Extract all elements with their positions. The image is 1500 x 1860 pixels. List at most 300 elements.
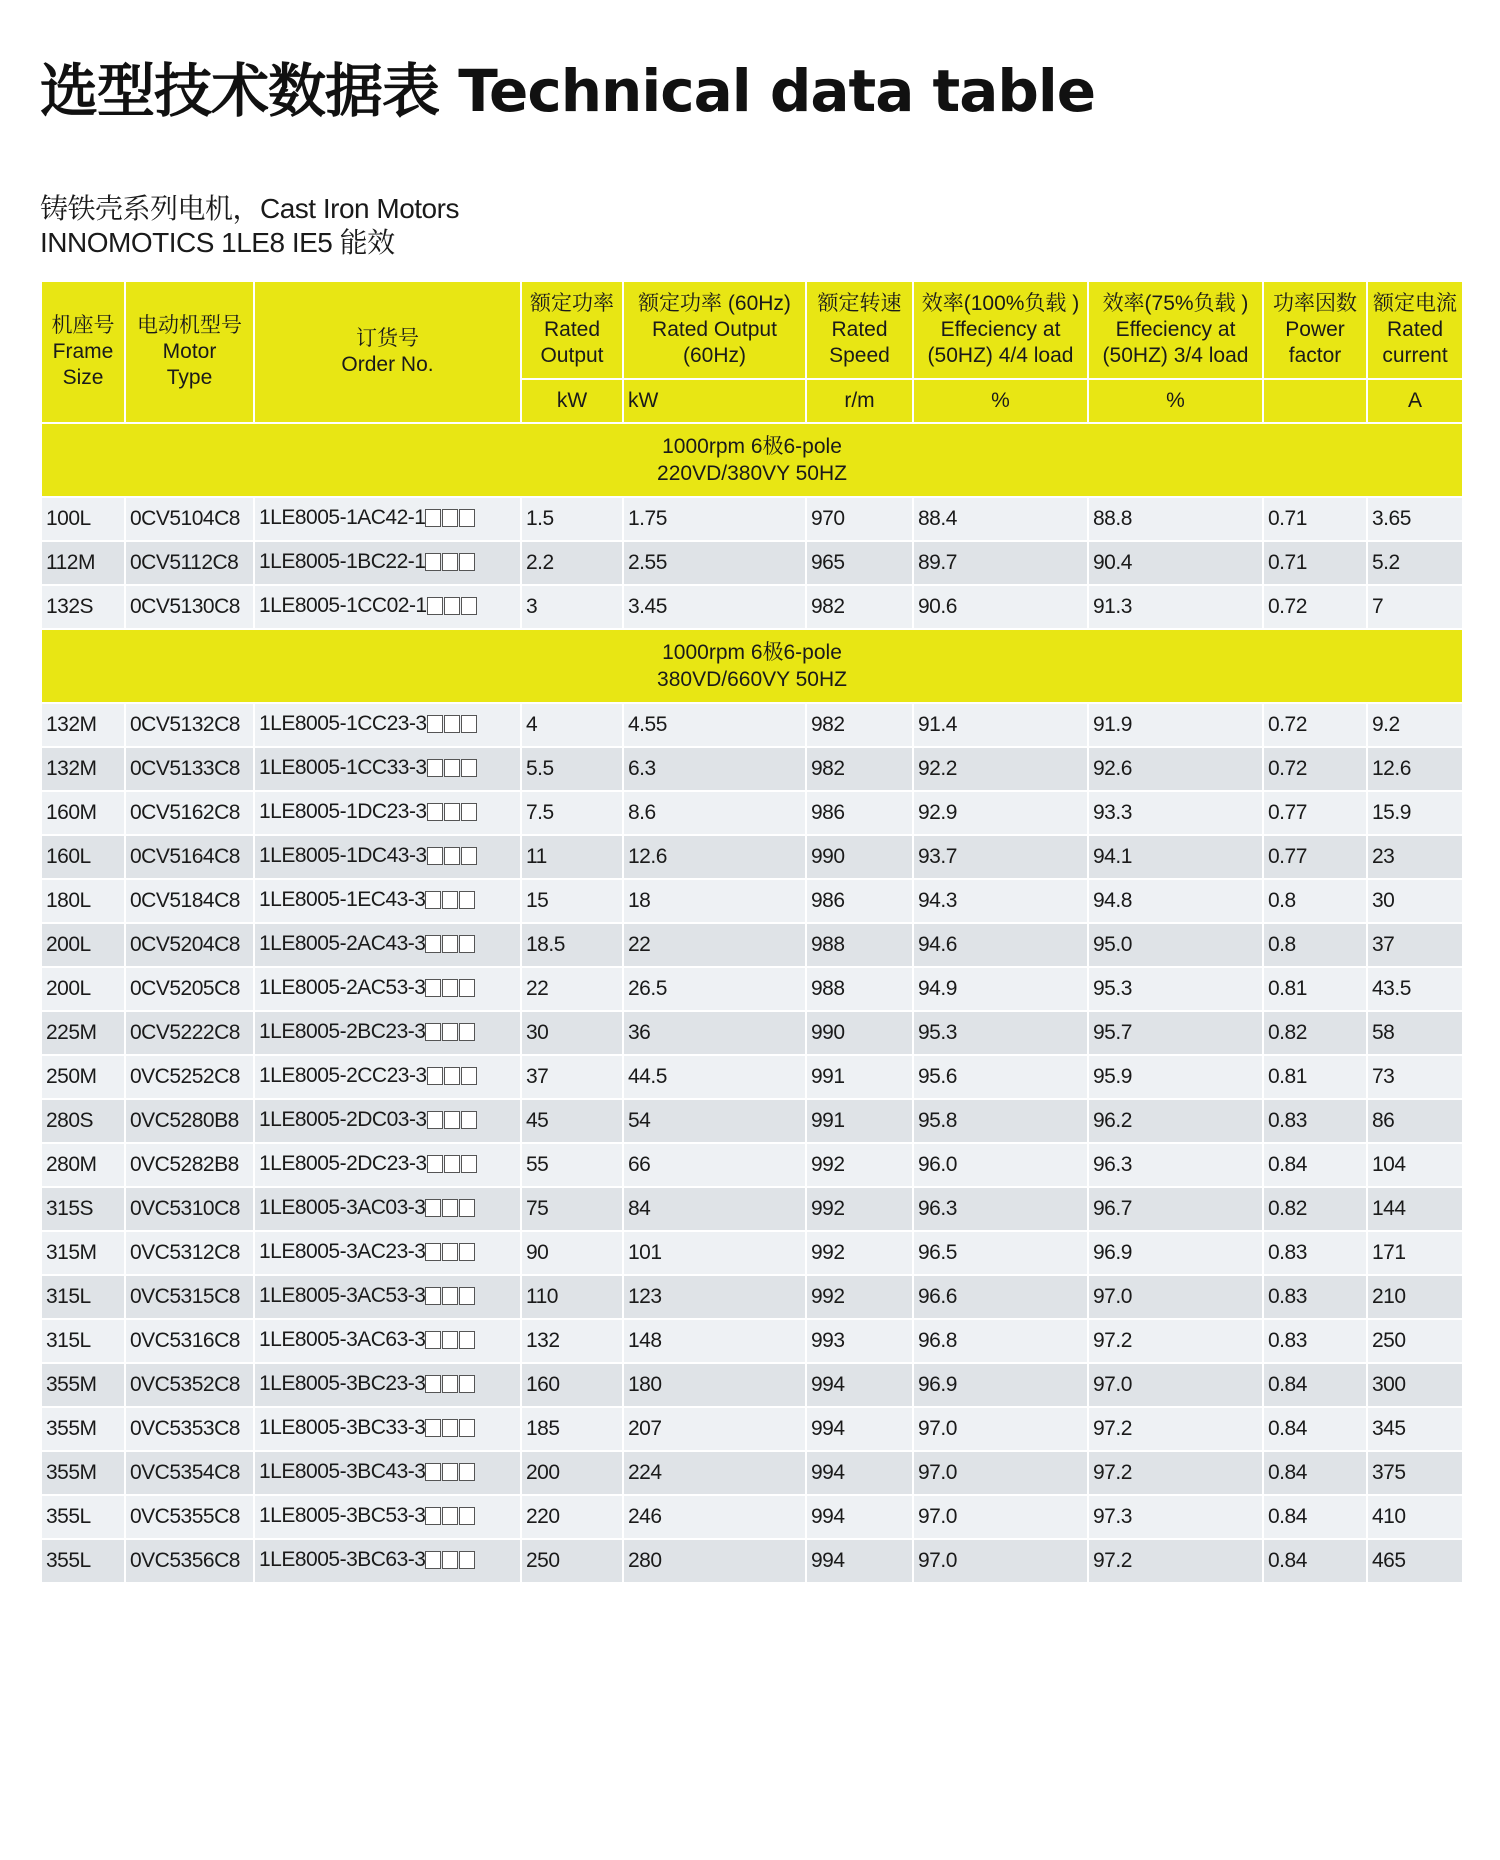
section-line1: 1000rpm 6极6-pole: [662, 435, 842, 458]
cell-value: 36: [628, 1021, 651, 1044]
cell-value: 54: [628, 1109, 651, 1132]
cell-power-factor: [1263, 1275, 1367, 1319]
cell-motor-type: [125, 835, 254, 879]
cell-frame-size: [41, 1099, 125, 1143]
cell-value: 91.3: [1093, 595, 1132, 618]
table-row: [41, 835, 1463, 879]
empty-box-icon: [461, 803, 477, 821]
order-option-boxes: [425, 1023, 476, 1047]
cell-value: 986: [811, 801, 845, 824]
cell-efficiency-100: [913, 1275, 1088, 1319]
cell-value: 0CV5222C8: [130, 1021, 240, 1044]
cell-efficiency-100: [913, 1055, 1088, 1099]
cell-value: 0CV5164C8: [130, 845, 240, 868]
cell-value: 0.8: [1268, 889, 1296, 912]
cell-rated-current: [1367, 703, 1463, 747]
empty-box-icon: [442, 1463, 458, 1481]
empty-box-icon: [442, 1331, 458, 1349]
cell-rated-current: [1367, 1231, 1463, 1275]
cell-order-no: [254, 1495, 521, 1539]
cell-efficiency-75: [1088, 1451, 1263, 1495]
section-line1: 1000rpm 6极6-pole: [662, 641, 842, 664]
table-row: [41, 1231, 1463, 1275]
cell-value: 994: [811, 1505, 845, 1528]
cell-motor-type: [125, 1011, 254, 1055]
cell-order-no: [254, 1539, 521, 1583]
cell-value: 3.45: [628, 595, 667, 618]
order-option-boxes: [427, 715, 478, 739]
cell-efficiency-100: [913, 791, 1088, 835]
empty-box-icon: [444, 847, 460, 865]
cell-order-no: [254, 791, 521, 835]
cell-value: 86: [1372, 1109, 1395, 1132]
cell-efficiency-75: [1088, 879, 1263, 923]
cell-efficiency-100: [913, 1451, 1088, 1495]
cell-frame-size: [41, 1011, 125, 1055]
order-option-boxes: [425, 935, 476, 959]
cell-value: 0VC5316C8: [130, 1329, 240, 1352]
cell-value: 0VC5310C8: [130, 1197, 240, 1220]
cell-rated-speed: [806, 1363, 913, 1407]
cell-value: 250: [526, 1549, 560, 1572]
cell-value: 0VC5355C8: [130, 1505, 240, 1528]
column-header-en1: Effeciency at: [940, 318, 1061, 341]
cell-value: 4.55: [628, 713, 667, 736]
order-option-boxes: [427, 597, 478, 621]
cell-motor-type: [125, 1143, 254, 1187]
cell-value: 95.0: [1093, 933, 1132, 956]
table-row: [41, 923, 1463, 967]
cell-value: 0.8: [1268, 933, 1296, 956]
cell-value: 97.0: [918, 1461, 957, 1484]
cell-order-no: [254, 497, 521, 541]
cell-value: 0VC5315C8: [130, 1285, 240, 1308]
cell-value: 1LE8005-3BC33-3: [259, 1415, 426, 1439]
cell-value: 315M: [46, 1241, 97, 1264]
cell-motor-type: [125, 1099, 254, 1143]
cell-rated-output-60hz: [623, 967, 806, 1011]
cell-efficiency-100: [913, 1011, 1088, 1055]
cell-value: 148: [628, 1329, 662, 1352]
cell-order-no: [254, 835, 521, 879]
cell-efficiency-100: [913, 1187, 1088, 1231]
cell-power-factor: [1263, 791, 1367, 835]
cell-efficiency-75: [1088, 835, 1263, 879]
cell-rated-speed: [806, 1099, 913, 1143]
cell-value: 992: [811, 1241, 845, 1264]
cell-value: 94.1: [1093, 845, 1132, 868]
cell-efficiency-100: [913, 585, 1088, 629]
cell-value: 90: [526, 1241, 549, 1264]
cell-frame-size: [41, 923, 125, 967]
empty-box-icon: [459, 1375, 475, 1393]
cell-efficiency-100: [913, 923, 1088, 967]
cell-rated-output-60hz: [623, 1143, 806, 1187]
empty-box-icon: [444, 759, 460, 777]
header-row: [41, 281, 1463, 379]
empty-box-icon: [461, 597, 477, 615]
table-row: [41, 1099, 1463, 1143]
empty-box-icon: [427, 803, 443, 821]
table-row: [41, 1451, 1463, 1495]
cell-value: 88.4: [918, 507, 957, 530]
cell-rated-current: [1367, 923, 1463, 967]
cell-rated-current: [1367, 1055, 1463, 1099]
cell-efficiency-100: [913, 1539, 1088, 1583]
column-header-rated-output-60hz: [623, 281, 806, 379]
cell-frame-size: [41, 585, 125, 629]
cell-rated-current: [1367, 1451, 1463, 1495]
column-header-rated-output: [521, 281, 623, 379]
cell-order-no: [254, 1143, 521, 1187]
cell-value: 988: [811, 977, 845, 1000]
cell-order-no: [254, 1011, 521, 1055]
cell-power-factor: [1263, 541, 1367, 585]
cell-order-no: [254, 585, 521, 629]
cell-value: 315S: [46, 1197, 94, 1220]
empty-box-icon: [425, 891, 441, 909]
column-header-zh: 额定功率: [530, 292, 614, 315]
table-row: [41, 967, 1463, 1011]
cell-value: 144: [1372, 1197, 1406, 1220]
cell-order-no: [254, 879, 521, 923]
cell-rated-current: [1367, 541, 1463, 585]
cell-rated-output-60hz: [623, 1055, 806, 1099]
cell-efficiency-75: [1088, 1407, 1263, 1451]
empty-box-icon: [442, 1507, 458, 1525]
cell-value: 994: [811, 1417, 845, 1440]
cell-motor-type: [125, 791, 254, 835]
cell-frame-size: [41, 879, 125, 923]
empty-box-icon: [425, 1287, 441, 1305]
cell-rated-current: [1367, 835, 1463, 879]
cell-value: 18: [628, 889, 651, 912]
cell-efficiency-75: [1088, 1495, 1263, 1539]
cell-rated-output: [521, 1539, 623, 1583]
cell-rated-current: [1367, 1363, 1463, 1407]
cell-value: 96.8: [918, 1329, 957, 1352]
cell-rated-output-60hz: [623, 1495, 806, 1539]
cell-value: 96.6: [918, 1285, 957, 1308]
order-option-boxes: [425, 509, 476, 533]
cell-value: 0.83: [1268, 1241, 1307, 1264]
cell-power-factor: [1263, 1187, 1367, 1231]
cell-value: 23: [1372, 845, 1395, 868]
order-option-boxes: [425, 1331, 476, 1355]
cell-value: 95.3: [1093, 977, 1132, 1000]
cell-rated-current: [1367, 1495, 1463, 1539]
cell-value: 180L: [46, 889, 91, 912]
section-line2: 380VD/660VY 50HZ: [657, 668, 847, 691]
cell-value: 410: [1372, 1505, 1406, 1528]
cell-value: 4: [526, 713, 538, 736]
cell-efficiency-75: [1088, 747, 1263, 791]
cell-value: 200L: [46, 977, 91, 1000]
cell-value: 1LE8005-2CC23-3: [259, 1063, 427, 1087]
cell-value: 30: [526, 1021, 549, 1044]
cell-value: 97.0: [1093, 1285, 1132, 1308]
cell-order-no: [254, 1099, 521, 1143]
cell-rated-output: [521, 703, 623, 747]
empty-box-icon: [459, 1023, 475, 1041]
cell-value: 43.5: [1372, 977, 1411, 1000]
cell-order-no: [254, 1275, 521, 1319]
column-header-efficiency-100: [913, 281, 1088, 379]
column-header-en1: Rated: [831, 318, 888, 341]
column-header-zh: 功率因数: [1273, 292, 1357, 315]
cell-efficiency-75: [1088, 1011, 1263, 1055]
cell-rated-output-60hz: [623, 1011, 806, 1055]
cell-rated-output-60hz: [623, 541, 806, 585]
cell-value: 95.6: [918, 1065, 957, 1088]
cell-value: 66: [628, 1153, 651, 1176]
cell-value: 0VC5252C8: [130, 1065, 240, 1088]
cell-efficiency-100: [913, 1407, 1088, 1451]
cell-efficiency-75: [1088, 1363, 1263, 1407]
empty-box-icon: [459, 1331, 475, 1349]
cell-order-no: [254, 1363, 521, 1407]
order-option-boxes: [425, 1375, 476, 1399]
cell-frame-size: [41, 967, 125, 1011]
table-body: [41, 423, 1463, 1583]
cell-motor-type: [125, 541, 254, 585]
cell-value: 94.6: [918, 933, 957, 956]
cell-value: 95.9: [1093, 1065, 1132, 1088]
cell-power-factor: [1263, 1099, 1367, 1143]
empty-box-icon: [459, 891, 475, 909]
table-row: [41, 497, 1463, 541]
cell-efficiency-100: [913, 835, 1088, 879]
column-header-zh: 机座号: [51, 314, 115, 337]
empty-box-icon: [459, 935, 475, 953]
cell-value: 1LE8005-1CC23-3: [259, 711, 427, 735]
cell-rated-current: [1367, 1011, 1463, 1055]
cell-rated-output-60hz: [623, 703, 806, 747]
empty-box-icon: [444, 1111, 460, 1129]
empty-box-icon: [461, 715, 477, 733]
cell-frame-size: [41, 1407, 125, 1451]
empty-box-icon: [425, 1243, 441, 1261]
cell-value: 96.9: [918, 1373, 957, 1396]
cell-value: 355L: [46, 1549, 91, 1572]
cell-efficiency-100: [913, 1363, 1088, 1407]
cell-efficiency-100: [913, 1231, 1088, 1275]
cell-frame-size: [41, 1143, 125, 1187]
empty-box-icon: [427, 847, 443, 865]
cell-frame-size: [41, 1275, 125, 1319]
cell-value: 0VC5280B8: [130, 1109, 239, 1132]
cell-value: 1LE8005-2DC23-3: [259, 1151, 427, 1175]
cell-value: 0CV5104C8: [130, 507, 240, 530]
cell-value: 12.6: [1372, 757, 1411, 780]
cell-value: 0VC5354C8: [130, 1461, 240, 1484]
cell-value: 97.0: [918, 1549, 957, 1572]
cell-value: 991: [811, 1065, 845, 1088]
cell-value: 132M: [46, 713, 97, 736]
cell-value: 97.2: [1093, 1461, 1132, 1484]
empty-box-icon: [459, 1243, 475, 1261]
order-option-boxes: [425, 979, 476, 1003]
cell-value: 992: [811, 1197, 845, 1220]
empty-box-icon: [444, 597, 460, 615]
cell-order-no: [254, 1231, 521, 1275]
cell-rated-output-60hz: [623, 835, 806, 879]
cell-value: 97.0: [918, 1417, 957, 1440]
cell-rated-output: [521, 923, 623, 967]
cell-rated-output-60hz: [623, 879, 806, 923]
cell-value: 0.84: [1268, 1461, 1307, 1484]
empty-box-icon: [461, 759, 477, 777]
cell-frame-size: [41, 835, 125, 879]
table-row: [41, 1055, 1463, 1099]
cell-rated-output: [521, 1407, 623, 1451]
cell-rated-output: [521, 1275, 623, 1319]
cell-efficiency-75: [1088, 585, 1263, 629]
cell-order-no: [254, 967, 521, 1011]
cell-efficiency-75: [1088, 1099, 1263, 1143]
cell-value: 1.75: [628, 507, 667, 530]
cell-value: 37: [1372, 933, 1395, 956]
column-header-order-no: [254, 281, 521, 423]
column-header-en2: (50HZ) 3/4 load: [1102, 344, 1249, 367]
cell-efficiency-75: [1088, 967, 1263, 1011]
column-header-en2: Speed: [829, 344, 890, 367]
table-row: [41, 1539, 1463, 1583]
cell-motor-type: [125, 1495, 254, 1539]
cell-value: 1LE8005-1CC02-1: [259, 593, 427, 617]
cell-frame-size: [41, 1231, 125, 1275]
table-row: [41, 879, 1463, 923]
cell-power-factor: [1263, 835, 1367, 879]
cell-rated-output: [521, 835, 623, 879]
cell-rated-output-60hz: [623, 1187, 806, 1231]
cell-value: 0.77: [1268, 845, 1307, 868]
cell-value: 982: [811, 757, 845, 780]
technical-data-table: [40, 280, 1464, 1584]
empty-box-icon: [425, 935, 441, 953]
column-header-en1: Rated: [1386, 318, 1444, 341]
empty-box-icon: [442, 553, 458, 571]
cell-value: 55: [526, 1153, 549, 1176]
cell-value: 22: [526, 977, 549, 1000]
cell-rated-current: [1367, 1099, 1463, 1143]
cell-rated-output: [521, 879, 623, 923]
order-option-boxes: [425, 553, 476, 577]
empty-box-icon: [425, 1199, 441, 1217]
cell-value: 88.8: [1093, 507, 1132, 530]
cell-value: 91.9: [1093, 713, 1132, 736]
cell-value: 246: [628, 1505, 662, 1528]
order-option-boxes: [425, 1551, 476, 1575]
cell-value: 970: [811, 507, 845, 530]
empty-box-icon: [425, 1551, 441, 1569]
empty-box-icon: [427, 1155, 443, 1173]
cell-rated-output: [521, 1495, 623, 1539]
cell-efficiency-75: [1088, 1231, 1263, 1275]
cell-rated-speed: [806, 541, 913, 585]
cell-value: 0.83: [1268, 1285, 1307, 1308]
cell-value: 0.84: [1268, 1153, 1307, 1176]
table-row: [41, 1319, 1463, 1363]
cell-rated-current: [1367, 585, 1463, 629]
empty-box-icon: [459, 1419, 475, 1437]
cell-efficiency-100: [913, 967, 1088, 1011]
cell-value: 0VC5353C8: [130, 1417, 240, 1440]
empty-box-icon: [459, 1199, 475, 1217]
section-title: [41, 629, 1463, 703]
order-option-boxes: [425, 1419, 476, 1443]
cell-value: 26.5: [628, 977, 667, 1000]
cell-value: 18.5: [526, 933, 565, 956]
cell-order-no: [254, 1451, 521, 1495]
cell-value: 0.71: [1268, 551, 1307, 574]
column-header-en1: Effeciency at: [1115, 318, 1236, 341]
unit-rated-output: kW: [521, 379, 623, 423]
cell-value: 0.82: [1268, 1197, 1307, 1220]
unit-rated-speed: r/m: [806, 379, 913, 423]
cell-rated-output: [521, 541, 623, 585]
cell-power-factor: [1263, 1231, 1367, 1275]
cell-value: 73: [1372, 1065, 1395, 1088]
cell-value: 280: [628, 1549, 662, 1572]
cell-rated-output-60hz: [623, 747, 806, 791]
column-header-en1: Rated Output: [652, 318, 777, 341]
cell-value: 355M: [46, 1373, 97, 1396]
cell-value: 96.0: [918, 1153, 957, 1176]
empty-box-icon: [425, 979, 441, 997]
column-header-power-factor: [1263, 281, 1367, 379]
cell-value: 300: [1372, 1373, 1406, 1396]
cell-value: 15: [526, 889, 549, 912]
cell-order-no: [254, 1319, 521, 1363]
empty-box-icon: [425, 1331, 441, 1349]
column-header-en1: Power: [1285, 318, 1345, 341]
cell-value: 1LE8005-3AC23-3: [259, 1239, 426, 1263]
order-option-boxes: [427, 1067, 478, 1091]
table-header: [41, 281, 1463, 423]
cell-value: 315L: [46, 1329, 91, 1352]
empty-box-icon: [425, 509, 441, 527]
cell-rated-speed: [806, 1011, 913, 1055]
cell-value: 982: [811, 595, 845, 618]
cell-rated-output-60hz: [623, 923, 806, 967]
cell-power-factor: [1263, 967, 1367, 1011]
cell-rated-speed: [806, 1407, 913, 1451]
cell-value: 0.77: [1268, 801, 1307, 824]
cell-value: 0.84: [1268, 1505, 1307, 1528]
cell-power-factor: [1263, 1143, 1367, 1187]
cell-power-factor: [1263, 1055, 1367, 1099]
cell-efficiency-75: [1088, 1539, 1263, 1583]
column-header-efficiency-75: [1088, 281, 1263, 379]
column-header-en1: Rated: [543, 318, 601, 341]
cell-rated-speed: [806, 1055, 913, 1099]
cell-value: 1LE8005-1DC23-3: [259, 799, 427, 823]
cell-value: 1LE8005-2AC53-3: [259, 975, 426, 999]
empty-box-icon: [442, 1199, 458, 1217]
cell-rated-output-60hz: [623, 1363, 806, 1407]
cell-frame-size: [41, 1055, 125, 1099]
cell-motor-type: [125, 1451, 254, 1495]
cell-value: 0CV5133C8: [130, 757, 240, 780]
column-header-rated-speed: [806, 281, 913, 379]
empty-box-icon: [459, 553, 475, 571]
cell-value: 1LE8005-1EC43-3: [259, 887, 426, 911]
cell-value: 45: [526, 1109, 549, 1132]
cell-value: 37: [526, 1065, 549, 1088]
column-header-en2: factor: [1288, 344, 1342, 367]
cell-value: 44.5: [628, 1065, 667, 1088]
